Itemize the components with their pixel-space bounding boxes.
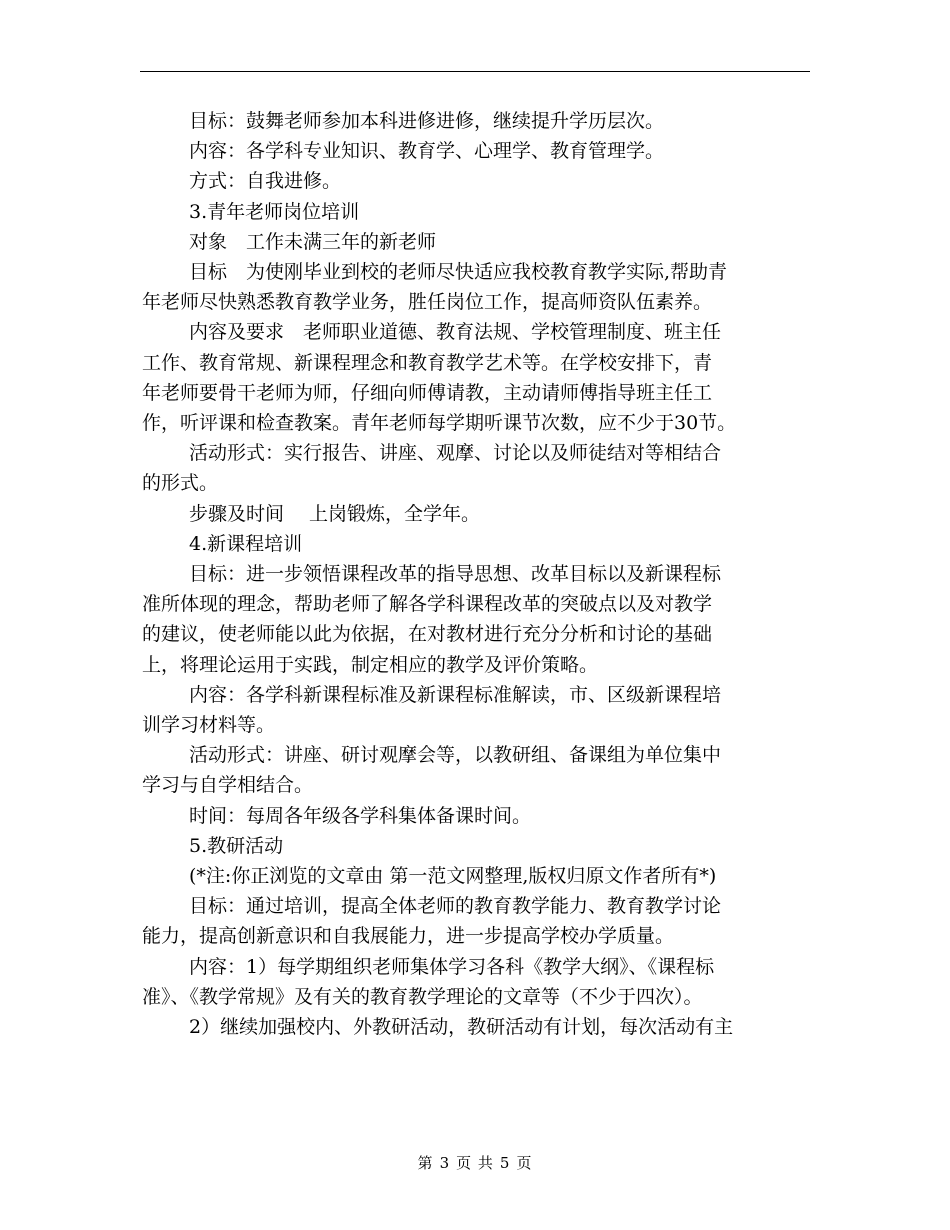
text-line: 活动形式：实行报告、讲座、观摩、讨论以及师徒结对等相结合	[189, 442, 722, 465]
text-line: 学习与自学相结合。	[142, 774, 314, 797]
text-line: 内容：各学科新课程标准及新课程标准解读，市、区级新课程培	[189, 683, 722, 706]
text-line: 内容：各学科专业知识、教育学、心理学、教育管理学。	[189, 140, 665, 163]
text-line: 能力，提高创新意识和自我展能力，进一步提高学校办学质量。	[142, 925, 675, 948]
text-line: 准所体现的理念，帮助老师了解各学科课程改革的突破点以及对教学	[142, 593, 713, 616]
footer-current-page: 3	[439, 1154, 451, 1172]
text-line: 年老师尽快熟悉教育教学业务，胜任岗位工作，提高师资队伍素养。	[142, 291, 713, 314]
text-line: 5.教研活动	[189, 834, 284, 857]
text-line: 目标：鼓舞老师参加本科进修进修，继续提升学历层次。	[189, 110, 665, 132]
text-line: 4.新课程培训	[189, 532, 303, 555]
header-rule	[140, 71, 810, 72]
text-line: 目标 为使刚毕业到校的老师尽快适应我校教育教学实际,帮助青	[189, 261, 728, 284]
page-footer	[0, 1152, 950, 1173]
text-line: 目标：通过培训，提高全体老师的教育教学能力、教育教学讨论	[189, 895, 722, 918]
footer-middle: 页 共	[456, 1154, 494, 1172]
text-line: 上，将理论运用于实践，制定相应的教学及评价策略。	[142, 653, 599, 676]
text-line: (*注:你正浏览的文章由 第一范文网整理,版权归原文作者所有*)	[189, 865, 717, 888]
text-line: 的建议，使老师能以此为依据，在对教材进行充分分析和讨论的基础	[142, 623, 713, 646]
text-line: 目标：进一步领悟课程改革的指导思想、改革目标以及新课程标	[189, 563, 722, 586]
text-line: 的形式。	[142, 472, 219, 495]
document-body	[142, 106, 814, 1042]
text-line: 准》、《教学常规》及有关的教育教学理论的文章等（不少于四次）。	[142, 985, 703, 1008]
text-line: 对象 工作未满三年的新老师	[189, 230, 437, 253]
text-line: 内容：1）每学期组织老师集体学习各科《教学大纲》、《课程标	[189, 955, 715, 978]
footer-suffix: 页	[516, 1154, 533, 1172]
footer-prefix: 第	[417, 1154, 434, 1172]
text-line: 年老师要骨干老师为师，仔细向师傅请教，主动请师傅指导班主任工	[142, 381, 713, 404]
text-line: 内容及要求 老师职业道德、教育法规、学校管理制度、班主任	[189, 321, 722, 344]
text-line: 3.青年老师岗位培训	[189, 200, 360, 223]
text-line: 活动形式：讲座、研讨观摩会等，以教研组、备课组为单位集中	[189, 744, 722, 767]
text-line: 2）继续加强校内、外教研活动，教研活动有计划，每次活动有主	[189, 1016, 734, 1039]
text-line: 步骤及时间 上岗锻炼，全学年。	[189, 502, 481, 525]
text-line: 工作、教育常规、新课程理念和教育教学艺术等。在学校安排下，青	[142, 351, 713, 374]
footer-total-pages: 5	[499, 1154, 511, 1172]
text-line: 方式：自我进修。	[189, 170, 342, 193]
text-line: 时间：每周各年级各学科集体备课时间。	[189, 804, 532, 827]
text-line: 作，听评课和检查教案。青年老师每学期听课节次数，应不少于30节。	[142, 412, 737, 435]
text-line: 训学习材料等。	[142, 714, 276, 737]
